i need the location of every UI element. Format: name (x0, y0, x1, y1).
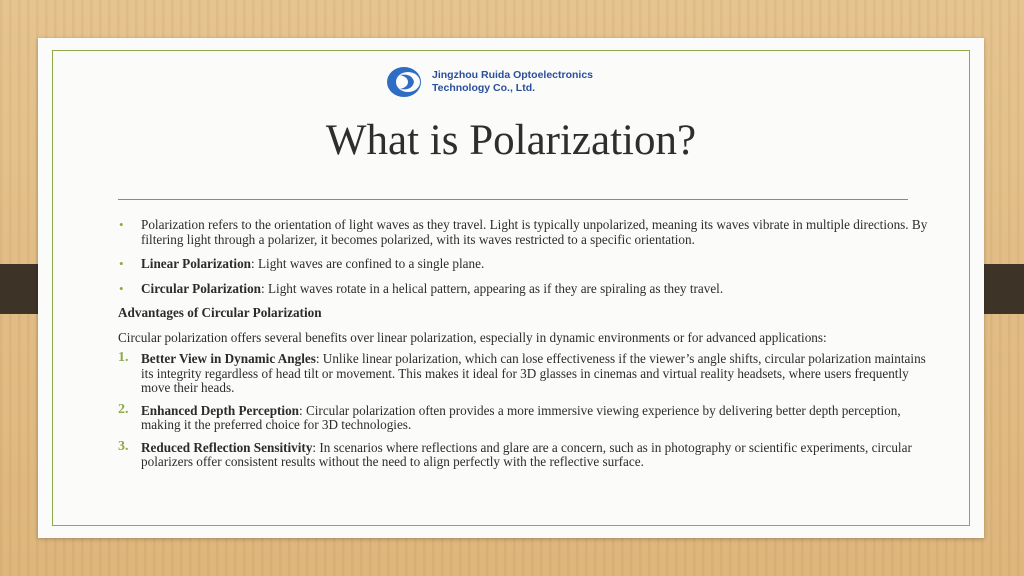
bullet-bold: Linear Polarization (141, 256, 252, 271)
page-title: What is Polarization? (325, 117, 697, 164)
bullet-dot-icon: • (119, 256, 124, 271)
bullet-dot-icon: • (119, 280, 124, 296)
item-bold: Better View in Dynamic Angles (141, 351, 316, 366)
numbered-item (118, 352, 938, 396)
company-logo-icon (386, 65, 426, 99)
item-text: : In scenarios where reflections and glare are a concern, such as in photography or scientific experiments, circular polarizers offer consistent results without the need to align perfectly with the reflective surface. (141, 439, 912, 469)
item-number: 2. (118, 401, 129, 417)
bullet-dot-icon: • (119, 217, 124, 232)
title-divider (118, 199, 908, 200)
slide (38, 38, 984, 538)
item-number: 3. (118, 438, 129, 454)
advantages-intro: Circular polarization offers several benefits over linear polarization, especially in dynamic environments or for advanced applications: (118, 329, 827, 345)
bullet-text: : Light waves rotate in a helical pattern, appearing as if they are spiraling as they travel. (261, 280, 724, 296)
company-logo (386, 64, 593, 100)
bullet-item (118, 282, 938, 297)
item-number: 1. (118, 350, 129, 365)
item-bold: Reduced Reflection Sensitivity (141, 439, 313, 455)
logo-line-2: Technology Co., Ltd. (432, 82, 536, 94)
logo-line-1: Jingzhou Ruida Optoelectronics (432, 69, 594, 81)
item-text: : Circular polarization often provides a more immersive viewing experience by delivering better depth perception, making it the preferred choice for 3D technologies. (141, 402, 901, 432)
advantages-heading: Advantages of Circular Polarization (118, 305, 322, 320)
bullet-item (118, 257, 938, 272)
numbered-item (118, 401, 938, 433)
numbered-item (118, 438, 938, 470)
bullet-item (118, 218, 938, 247)
item-text: : Unlike linear polarization, which can lose effectiveness if the viewer’s angle shifts, circular polarization maintains its integrity regardless of head tilt or movement. This makes it ideal for 3D glasses in cinemas and virtual reality headsets, where users frequently move their heads. (141, 351, 926, 395)
bullet-bold: Circular Polarization (141, 280, 262, 296)
slide-content (118, 218, 938, 478)
item-bold: Enhanced Depth Perception (141, 402, 300, 418)
bullet-text: Polarization refers to the orientation of light waves as they travel. Light is typically unpolarized, meaning its waves vibrate in multiple directions. By filtering light through a polarizer, it becomes polarized, with its waves restricted to a specific orientation. (141, 217, 928, 247)
bullet-text: : Light waves are confined to a single plane. (251, 256, 485, 271)
